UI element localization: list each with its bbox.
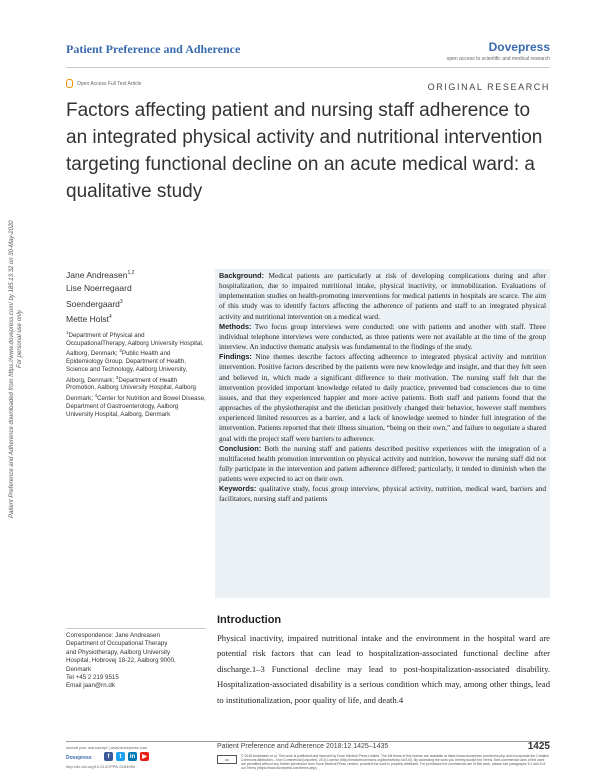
abstract-paragraph: [219, 444, 546, 485]
abstract-paragraph: [219, 484, 546, 504]
affiliation-text: Department of Health Promotion, Aalborg University Hospital, Aalborg Denmark;: [66, 376, 196, 403]
social-links: [104, 752, 149, 761]
footer-divider: [66, 741, 550, 742]
download-watermark: [8, 118, 23, 518]
correspondence: [66, 632, 206, 691]
correspondence-divider: [66, 628, 206, 629]
footer-doi[interactable]: http://dx.doi.org/10.2147/PPA.S164969: [66, 764, 136, 769]
abstract-text: Two focus group interviews were conducted: one with patients and another with staff. Three individual telephone interviews were conducted, as three patients were not available at the time of the group interview. An inductive thematic analysis was fundamental to the findings of the study.: [219, 321, 546, 352]
correspondence-line: Correspondence: Jane Andreasen: [66, 632, 160, 639]
cc-license-icon[interactable]: cc: [217, 755, 237, 764]
introduction-heading: Introduction: [217, 614, 282, 626]
footer-brand[interactable]: Dovepress: [66, 755, 92, 761]
author: Jane Andreasen$^{1,2}$: [66, 269, 135, 280]
correspondence-line: and Physiotherapy, Aalborg University: [66, 648, 171, 656]
author: Lise Noerregaard: [66, 283, 132, 294]
publisher-tagline: open access to scientific and medical research: [446, 56, 550, 62]
abstract-text: Nine themes describe factors affecting adherence to integrated physical activity and nutrition intervention. Positive factors described by the patients were new knowledge and insight, and that they felt seen and believed in, which made a significant difference to their motivation. The nursing staff felt that the intervention provided important knowledge related to daily practice, prevented bad consciences due to time issues, and that they experienced happier and more active patients. Both staff and patients found that the approaches of the physiotherapist and the dietician positively changed their behavior, however staff members experienced limited resources as a barrier, and a lack of knowledge seemed to hinder full integration of the intervention. Patients reported that their illness situation, “being on their own,” and failure to negotiate a shared goal with the project staff were barriers to adherence.: [219, 352, 546, 443]
correspondence-line: Hospital, Hobrovej 18-22, Aalborg 9000,: [66, 657, 176, 665]
linkedin-icon[interactable]: in: [129, 753, 136, 760]
affiliation-number: 4: [94, 393, 98, 399]
abstract-paragraph: [219, 271, 546, 322]
open-access-icon: [66, 79, 73, 88]
abstract-text: Both the nursing staff and patients described positive experiences with the integration of a multifaceted health promotion intervention on physical activity and nutrition, however the nursing staff did not fully participate in the intervention and patient adherence differed; particularly, it tended to diminish when the patients were expected to act on their own.: [219, 443, 546, 484]
page-number: 1425: [527, 741, 550, 752]
abstract-label: Findings:: [219, 352, 252, 362]
affiliation-number: 1: [66, 330, 69, 335]
abstract-label: Background:: [219, 271, 264, 280]
abstract-paragraph: [219, 352, 546, 443]
copyright-notice: © 2018 Andreasen et al. This work is published and licensed by Dove Medical Press Limited. The full terms of this license are available at https://www.dovepress.com/terms.php and incorporate the Creative Commons Attribution – Non Commercial (unported, v3.0) License (http://creativecommons.org/licenses/by-nc/3.0/). By accessing the work you hereby accept the Terms. Non-commercial uses of the work are permitted without any further permission from Dove Medical Press Limited, provided the work is properly attributed. For permission for commercial use of this work, please see paragraphs 4.2 and 5 of our Terms (https://www.dovepress.com/terms.php).: [241, 754, 549, 770]
affiliation-text: Public Health and Epidemiology Group, Department of Health, Science and Technology, Aalborg University, Alborg, Denmark;: [66, 350, 188, 384]
introduction-text: Physical inactivity, impaired nutritional intake and the environment in the hospital ward are potential risk factors that can lead to hospitalization-associated functional decline after discharge.1–3 Functional decline may lead to post-hospitalization-associated disability. Hospitalization-associated disability is a serious condition which may, among other things, lead to institutionalization, poor quality of life, and death.4: [217, 633, 550, 705]
open-access-label: Open Access Full Text Article: [77, 80, 142, 87]
abstract-label: Methods:: [219, 321, 252, 331]
facebook-icon[interactable]: f: [104, 752, 113, 761]
abstract-label: Conclusion:: [219, 443, 262, 453]
header-divider: [66, 67, 550, 68]
twitter-icon[interactable]: t: [116, 752, 125, 761]
personal-use-note: For personal use only.: [17, 309, 23, 368]
abstract-text: Medical patients are particularly at risk of developing complications during and after hospitalization, due to impaired nutritional intake, physical inactivity, or immobilization. Evaluations of implementation studies on health-promoting interventions for medical patients in hospitals are scarce. The aim of this study was to identify factors affecting the adherence of patients and staff to an integrated physical activity and nutritional intervention on a medical ward.: [219, 271, 546, 321]
footer-citation: Patient Preference and Adherence 2018:12 1425–1435: [217, 743, 389, 750]
publisher-logo[interactable]: Dovepress: [488, 40, 550, 54]
download-note: Patient Preference and Adherence downloaded from https://www.dovepress.com/ by 185.13.32 on 30-May-2020: [9, 220, 15, 518]
correspondence-line: Tel +45 2 219 9515: [66, 674, 119, 682]
abstract-paragraph: [219, 322, 546, 352]
affiliation-number: 2: [119, 348, 122, 354]
abstract-label: Keywords:: [219, 484, 257, 494]
journal-name: Patient Preference and Adherence: [66, 42, 241, 56]
affiliation-text: Center for Nutrition and Bowel Disease, Department of Gastroenterology, Aalborg University Hospital, Aalborg, Denmark: [66, 395, 206, 418]
affiliations: [66, 329, 206, 418]
correspondence-line: Email jaan@rn.dk: [66, 682, 115, 690]
affiliation-number: 3: [115, 374, 119, 380]
author-list: [66, 267, 134, 326]
open-access-badge: [66, 79, 141, 88]
footer-submit[interactable]: submit your manuscript | www.dovepress.com: [66, 745, 148, 750]
author: Mette Holst$^4$: [66, 313, 112, 324]
youtube-icon[interactable]: ▶: [140, 752, 149, 761]
article-title: Factors affecting patient and nursing staff adherence to an integrated physical activity and nutritional intervention targeting functional decline on an acute medical ward: a qualitative study: [66, 100, 543, 202]
author: Soendergaard$^3$: [66, 298, 123, 309]
correspondence-line: Denmark: [66, 665, 92, 673]
abstract-text: qualitative study, focus group interview, physical activity, nutrition, medical ward, barriers and facilitators, nursing staff and patients: [219, 484, 546, 504]
correspondence-line: Department of Occupational Therapy: [66, 640, 168, 648]
article-type: ORIGINAL RESEARCH: [427, 82, 550, 92]
affiliation-text: Department of Physical and OccupationalTherapy, Aalborg University Hospital, Aalborg, Denmark;: [66, 332, 204, 358]
abstract-box: [215, 269, 550, 598]
